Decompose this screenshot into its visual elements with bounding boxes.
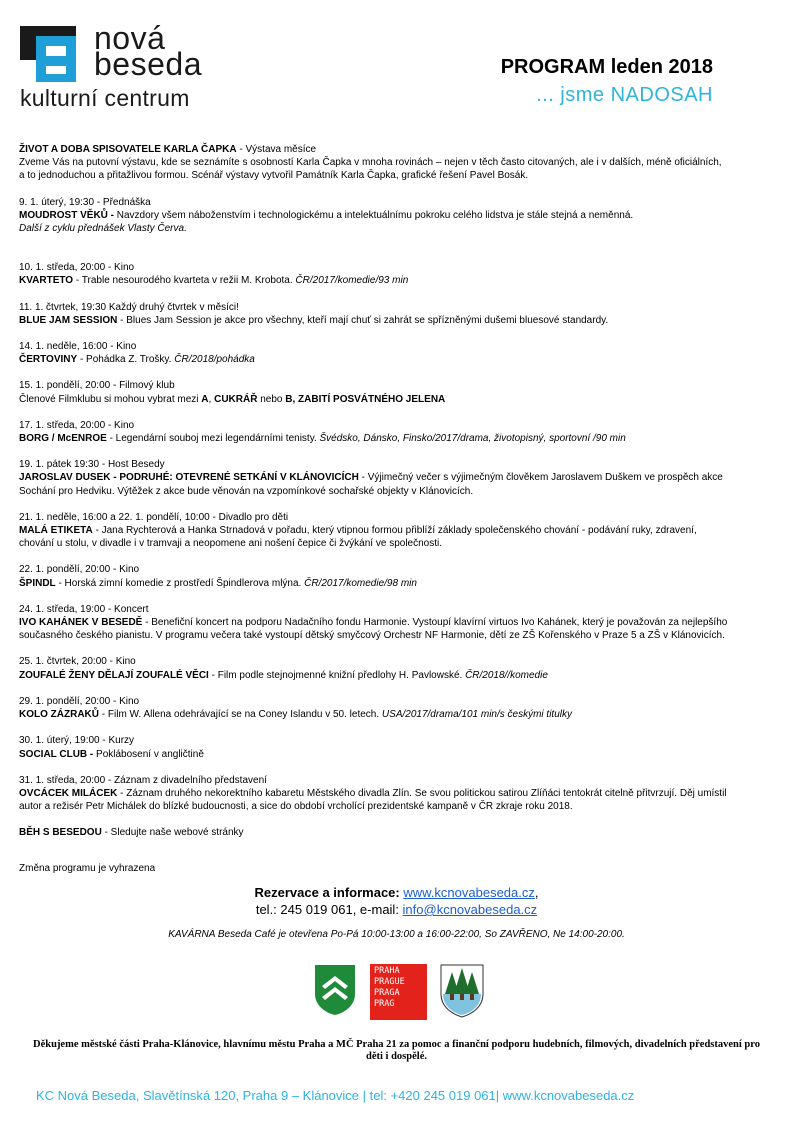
event-meta: Švédsko, Dánsko, Finsko/2017/drama, životopisný, sportovní /90 min (319, 433, 626, 445)
cafe-hours: KAVÁRNA Beseda Café je otevřena Po-Pá 10:00-13:00 a 16:00-22:00, So ZAVŘENO, Ne 14:00-20:00. (168, 929, 625, 940)
event-desc: - Blues Jam Session je akce pro všechny, kteří mají chuť si zahrát se spřízněnými dušemi bluesové standardy. (117, 314, 609, 326)
event-date: 25. 1. čtvrtek, 20:00 - Kino (19, 656, 136, 668)
event-title: BLUE JAM SESSION (19, 314, 118, 326)
thanks-line: Děkujeme městské části Praha-Klánovice, hlavnímu městu Praha a MČ Praha 21 za pomoc a finanční podporu hudebních, filmových, divadelních představení pro (33, 1039, 760, 1050)
event-date: 31. 1. středa, 20:00 - Záznam z divadelního představení (19, 774, 267, 786)
event-title: IVO KAHÁNEK V BESEDĚ (19, 617, 143, 629)
event-meta: ČR/2017/komedie/93 min (295, 275, 409, 287)
event-desc: - Legendární souboj mezi legendárními tenisty. (106, 433, 320, 445)
event-date: 10. 1. středa, 20:00 - Kino (19, 262, 135, 274)
filmclub-option-b: B, ZABITÍ POSVÁTNÉHO JELENA (285, 393, 446, 405)
event-desc: - Jana Rychterová a Hanka Strnadová v pořadu, který vtipnou formou přiblíží základy společenského chování - podávání ruky, zdravení, (92, 525, 697, 537)
event-series: Další z cyklu přednášek Vlasty Červa. (19, 223, 187, 235)
logo-text-nova: nová (94, 20, 166, 56)
praha-logo-line: PRAHA (374, 966, 400, 976)
event-block (19, 511, 775, 551)
event-block (19, 734, 775, 760)
event-date: 22. 1. pondělí, 20:00 - Kino (19, 564, 140, 576)
filmclub-option-a: A (201, 393, 209, 405)
praha-logo (370, 964, 427, 1020)
event-desc: - Benefiční koncert na podporu Nadačního fondu Harmonie. Vystoupí klavírní virtuos Ivo Kahánek, který je považován za nejlepšího (142, 617, 728, 629)
footer-contact: KC Nová Beseda, Slavětínská 120, Praha 9 – Klánovice | tel: +420 245 019 061| www.kcnovabeseda.cz (36, 1088, 635, 1103)
event-block (19, 695, 775, 721)
event-desc-2: autor a režisér Petr Michálek do blízké budoucnosti, a sice do období vrcholící prezidentské kampaně v ČR zkraje roku 2018. (19, 801, 573, 813)
reservation-tel: tel.: 245 019 061, e-mail: (255, 902, 403, 917)
event-date: 15. 1. pondělí, 20:00 - Filmový klub (19, 380, 175, 392)
event-block (19, 261, 775, 287)
event-date: 9. 1. úterý, 19:30 - Přednáška (19, 196, 151, 208)
event-desc-2: chování u stolu, v divadle i v tramvaji a neopomene ani nošení čepice či žvýkání ve společnosti. (19, 538, 443, 550)
logo-mark-icon (20, 26, 76, 82)
kc-nova-beseda-logo (20, 18, 240, 113)
filmclub-sep: nebo (257, 393, 286, 405)
event-block (19, 603, 775, 643)
event-desc: Navzdory všem náboženstvím i technologickému a intelektuálnímu pokroku celého lidstva je stále stejná a neměnná. (114, 209, 634, 221)
event-title: OVCÁCEK MILÁCEK (19, 787, 118, 799)
reservation-label: Rezervace a informace: (254, 885, 404, 900)
program-content (19, 143, 775, 885)
praha-logo-line: PRAGA (374, 988, 400, 998)
event-desc: - Trable nesourodého kvarteta v režii M. Krobota. (73, 275, 296, 287)
lecture-block (19, 196, 775, 236)
run-desc: - Sledujte naše webové stránky (101, 827, 244, 839)
event-title: JAROSLAV DUSEK - PODRUHÉ: OTEVRENÉ SETKÁNÍ V KLÁNOVICÍCH (19, 472, 359, 484)
event-date: 21. 1. neděle, 16:00 a 22. 1. pondělí, 10:00 - Divadlo pro děti (19, 511, 289, 523)
exhibition-block (19, 143, 775, 183)
event-desc: - Záznam druhého nekorektního kabaretu Městského divadla Zlín. Se svou politickou satirou Zlíňáci tentokrát citelně přitvrzují. Děj umístil (117, 787, 727, 799)
event-date: 11. 1. čtvrtek, 19:30 Každý druhý čtvrtek v měsíci! (19, 301, 239, 313)
exhibition-text-1: Zveme Vás na putovní výstavu, kde se seznámíte s osobností Karla Čapka v mnoha rovinách – nejen v těch často citovaných, ale i v dalších, méně oficiálních, (19, 157, 722, 169)
logo-text-kulturni-centrum: kulturní centrum (20, 85, 190, 111)
reservation-info (0, 884, 793, 918)
event-meta: ČR/2018//komedie (465, 669, 548, 681)
klanovice-shield-icon (314, 964, 356, 1016)
event-title: KOLO ZÁZRAKŮ (19, 709, 99, 721)
run-title: BĚH S BESEDOU (19, 827, 102, 839)
reservation-comma: , (534, 885, 539, 900)
event-desc: - Horská zimní komedie z prostředí Špindlerova mlýna. (55, 577, 305, 589)
event-date: 30. 1. úterý, 19:00 - Kurzy (19, 735, 135, 747)
filmclub-sep: , (208, 393, 215, 405)
website-link[interactable]: www.kcnovabeseda.cz (403, 885, 535, 900)
filmclub-text: Členové Filmklubu si mohou vybrat mezi (19, 393, 202, 405)
event-block (19, 563, 775, 589)
event-title: MALÁ ETIKETA (19, 525, 93, 537)
program-title: PROGRAM leden 2018 (500, 56, 713, 78)
event-title: SOCIAL CLUB - (19, 748, 94, 760)
praha-logo-line: PRAGUE (374, 977, 405, 987)
event-block (19, 419, 775, 445)
event-meta: ČR/2017/komedie/98 min (304, 577, 417, 589)
filmclub-option-cukrar: CUKRÁŘ (214, 393, 258, 405)
event-title: MOUDROST VĚKŮ - (19, 209, 114, 221)
event-title: KVARTETO (19, 275, 74, 287)
event-date: 19. 1. pátek 19:30 - Host Besedy (19, 459, 165, 471)
event-desc: - Film W. Allena odehrávající se na Coney Islandu v 50. letech. (99, 709, 382, 721)
praha21-shield-icon (440, 964, 484, 1018)
exhibition-suffix: - Výstava měsíce (236, 144, 317, 155)
thanks-note (20, 1039, 773, 1063)
event-desc: - Výjimečný večer s výjimečným člověkem Jaroslavem Duškem ve prospěch akce (358, 472, 723, 484)
logo-text-beseda: beseda (94, 46, 202, 82)
event-desc-2: současného českého pianistu. V programu večera také vystoupí dětský smyčcový Orchestr NF Harmonie, dětí ze ZŠ Kořenského v Praze 5 a ZŠ v Klánovicích. (19, 630, 725, 642)
praha-logo-line: PRAG (374, 999, 395, 1009)
event-meta: ČR/2018/pohádka (174, 354, 255, 366)
event-block (19, 655, 775, 681)
event-date: 29. 1. pondělí, 20:00 - Kino (19, 695, 140, 707)
program-subtitle: ... jsme NADOSAH (536, 84, 713, 106)
filmclub-block (19, 379, 775, 405)
event-title: ŠPINDL (19, 577, 56, 589)
exhibition-text-2: a to jednoduchou a přitažlivou formou. Scénář výstavy vytvořil Památník Karla Čapka, grafické řešení Pavel Bosák. (19, 170, 529, 182)
event-block (19, 340, 775, 366)
event-desc: - Film podle stejnojmenné knižní předlohy H. Pavlowské. (208, 669, 466, 681)
thanks-line: děti i dospělé. (366, 1051, 427, 1062)
run-block (19, 826, 775, 839)
event-title: ČERTOVINY (19, 354, 78, 366)
exhibition-title: ŽIVOT A DOBA SPISOVATELE KARLA ČAPKA (19, 144, 237, 155)
event-desc: Poklábosení v angličtině (93, 748, 204, 760)
event-meta: USA/2017/drama/101 min/s českými titulky (381, 709, 572, 721)
event-block (19, 774, 775, 814)
event-date: 17. 1. středa, 20:00 - Kino (19, 419, 135, 431)
sponsor-logos (0, 962, 793, 1022)
event-title: ZOUFALÉ ŽENY DĚLAJÍ ZOUFALÉ VĚCI (19, 669, 209, 681)
event-desc: - Pohádka Z. Trošky. (77, 354, 175, 366)
event-date: 14. 1. neděle, 16:00 - Kino (19, 341, 137, 353)
event-block (19, 301, 775, 327)
event-block (19, 458, 775, 498)
email-link[interactable]: info@kcnovabeseda.cz (402, 902, 538, 917)
event-title: BORG / McENROE (19, 433, 107, 445)
program-change-notice: Změna programu je vyhrazena (19, 862, 156, 874)
event-desc-2: Sochání pro Hedviku. Výtěžek z akce bude věnován na vzpomínkové sochařské objekty v Klánovicích. (19, 485, 474, 497)
event-date: 24. 1. středa, 19:00 - Koncert (19, 603, 149, 615)
